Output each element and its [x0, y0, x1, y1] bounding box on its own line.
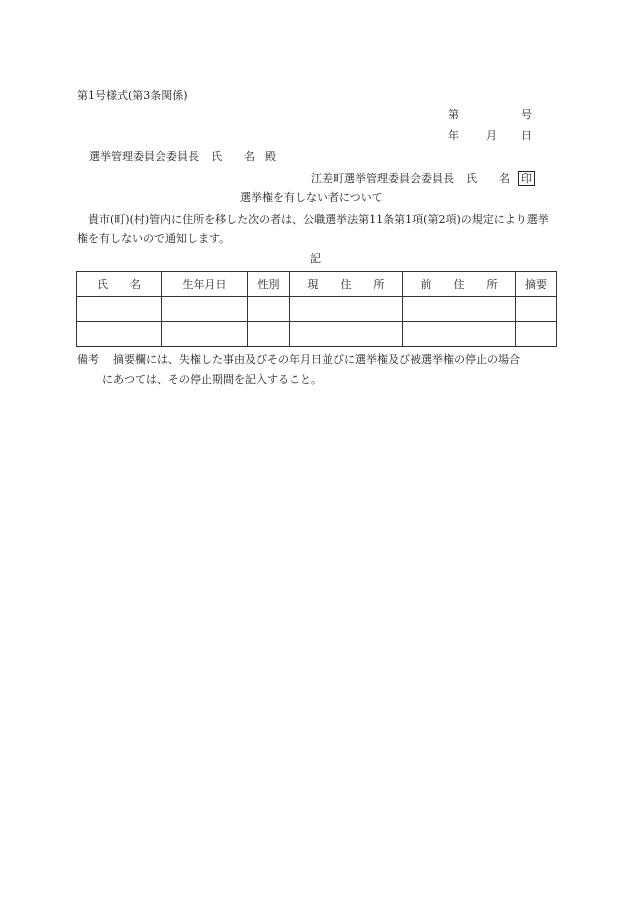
sender-title: 江差町選挙管理委員会委員長 [311, 172, 454, 185]
table-row [77, 297, 557, 322]
table-cell [77, 297, 162, 322]
table-cell [248, 322, 290, 347]
table-cell [248, 297, 290, 322]
remarks-line-2: にあつては、その停止期間を記入すること。 [102, 373, 322, 386]
header-name: 氏 名 [77, 272, 162, 297]
sender-name-label [466, 172, 510, 185]
ki-heading: 記 [310, 252, 321, 265]
date-day-label: 日 [521, 129, 532, 142]
table-cell [403, 297, 516, 322]
addressee-title: 選挙管理委員会委員長 [89, 150, 199, 163]
table-cell [162, 322, 248, 347]
addressee-honorific: 殿 [265, 150, 276, 163]
addressee-name-char-2: 名 [244, 150, 255, 163]
table-header-row [77, 272, 557, 297]
body-paragraph: 貴市(町)(村)管内に住所を移した次の者は、公職選挙法第11条第1項(第2項)の規定により選挙権を有しないので通知します。 [77, 213, 549, 245]
remarks-heading: 備考 [77, 353, 99, 366]
table-cell [403, 322, 516, 347]
sender-line [311, 171, 535, 186]
table-row [77, 322, 557, 347]
document-number-prefix: 第 [448, 108, 459, 121]
records-table [76, 271, 557, 347]
document-number-suffix: 号 [521, 108, 532, 121]
table-cell [162, 297, 248, 322]
subject-heading: 選挙権を有しない者について [240, 191, 383, 204]
header-birthdate: 生年月日 [162, 272, 248, 297]
header-previous-address: 前 住 所 [403, 272, 516, 297]
table-cell [77, 322, 162, 347]
header-current-address: 現 住 所 [290, 272, 403, 297]
table-cell [290, 297, 403, 322]
addressee-name-char-1: 氏 [211, 150, 222, 163]
form-number: 第1号様式(第3条関係) [77, 89, 188, 102]
header-remarks: 摘要 [516, 272, 557, 297]
date-year-label: 年 [448, 129, 459, 142]
seal-box: 印 [518, 171, 535, 186]
sender-name-char-1: 氏 [466, 172, 477, 185]
header-sex: 性別 [248, 272, 290, 297]
sender-name-char-2: 名 [499, 172, 510, 185]
table-cell [290, 322, 403, 347]
addressee-name-label [211, 150, 255, 163]
table-cell [516, 297, 557, 322]
date-month-label: 月 [486, 129, 497, 142]
addressee-line [89, 151, 276, 162]
table-cell [516, 322, 557, 347]
remarks-line-1: 摘要欄には、失権した事由及びその年月日並びに選挙権及び被選挙権の停止の場合 [113, 353, 520, 366]
